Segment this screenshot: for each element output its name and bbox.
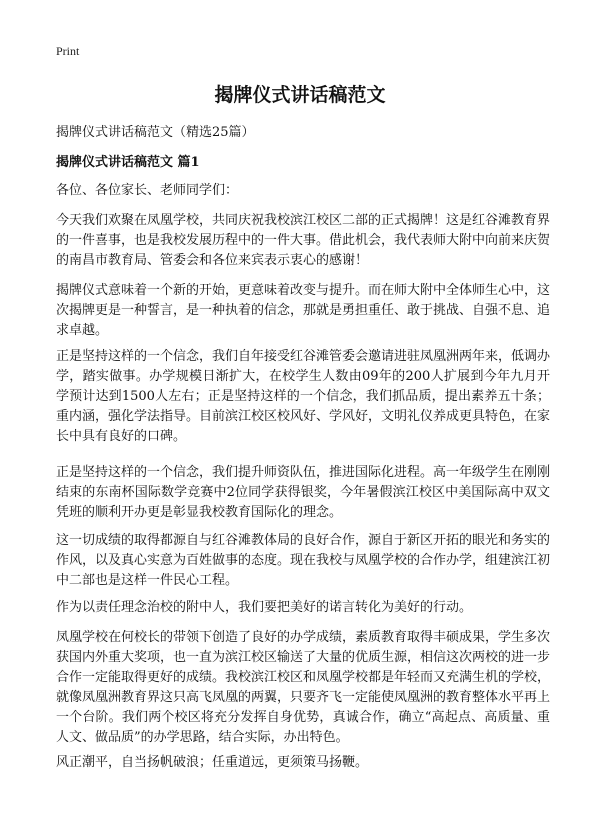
document-title: 揭牌仪式讲话稿范文 xyxy=(214,84,386,106)
paragraph-7: 凤凰学校在何校长的带领下创造了良好的办学成绩，素质教育取得丰硕成果，学生多次获国内外重大奖项，也一直为滨江校区输送了大量的优质生源，相信这次两校的进一步合作一定能取得更好的成绩。我校滨江校区和凤凰学校都是年轻而又充满生机的学校，就像凤凰洲教育界这只高飞凤凰的两翼，只要齐飞一定能使凤凰洲的教育整体水平再上一个台阶。我们两个校区将充分发挥自身优势，真诚合作，确立“高起点、高质量、重人文、做品质”的办学思路，结合实际，办出特色。 xyxy=(56,630,551,745)
paragraph-1: 今天我们欢聚在凤凰学校，共同庆祝我校滨江校区二部的正式揭牌！这是红谷滩教育界的一件喜事，也是我校发展历程中的一件大事。借此机会，我代表师大附中向前来庆贺的南昌市教育局、管委会和各位来宾表示衷心的感谢！ xyxy=(56,213,551,268)
print-link[interactable]: Print xyxy=(56,44,80,58)
paragraph-4: 正是坚持这样的一个信念，我们提升师资队伍，推进国际化进程。高一年级学生在刚刚结束的东南杯国际数学竞赛中2位同学获得银奖，今年暑假滨江校区中美国际高中双文凭班的顺利开办更是彰显我校教育国际化的理念。 xyxy=(56,465,551,520)
document-subtitle: 揭牌仪式讲话稿范文（精选25篇） xyxy=(56,125,255,140)
paragraph-greeting: 各位、各位家长、老师同学们： xyxy=(56,183,239,198)
paragraph-2: 揭牌仪式意味着一个新的开始，更意味着改变与提升。而在师大附中全体师生心中，这次揭牌更是一种誓言，是一种执着的信念，那就是勇担重任、敢于挑战、自强不息、追求卓越。 xyxy=(56,283,551,338)
paragraph-6: 作为以责任理念治校的附中人，我们要把美好的诺言转化为美好的行动。 xyxy=(56,600,473,615)
section-heading: 揭牌仪式讲话稿范文 篇1 xyxy=(56,155,200,170)
paragraph-8: 风正潮平，自当扬帆破浪；任重道远，更须策马扬鞭。 xyxy=(56,755,369,770)
paragraph-3: 正是坚持这样的一个信念，我们自年接受红谷滩管委会邀请进驻凤凰洲两年来，低调办学，踏实做事。办学规模日渐扩大，在校学生人数由09年的200人扩展到今年九月开学预计达到1500人左右；正是坚持这样的一个信念，我们抓品质，提出素养五十条；重内涵，强化学法指导。目前滨江校区校风好、学风好，文明礼仪养成更具特色，在家长中具有良好的口碑。 xyxy=(56,349,551,444)
paragraph-5: 这一切成绩的取得都源自与红谷滩教体局的良好合作，源自于新区开拓的眼光和务实的作风，以及真心实意为百姓做事的态度。现在我校与凤凰学校的合作办学，组建滨江初中二部也是这样一件民心工程。 xyxy=(56,533,551,588)
